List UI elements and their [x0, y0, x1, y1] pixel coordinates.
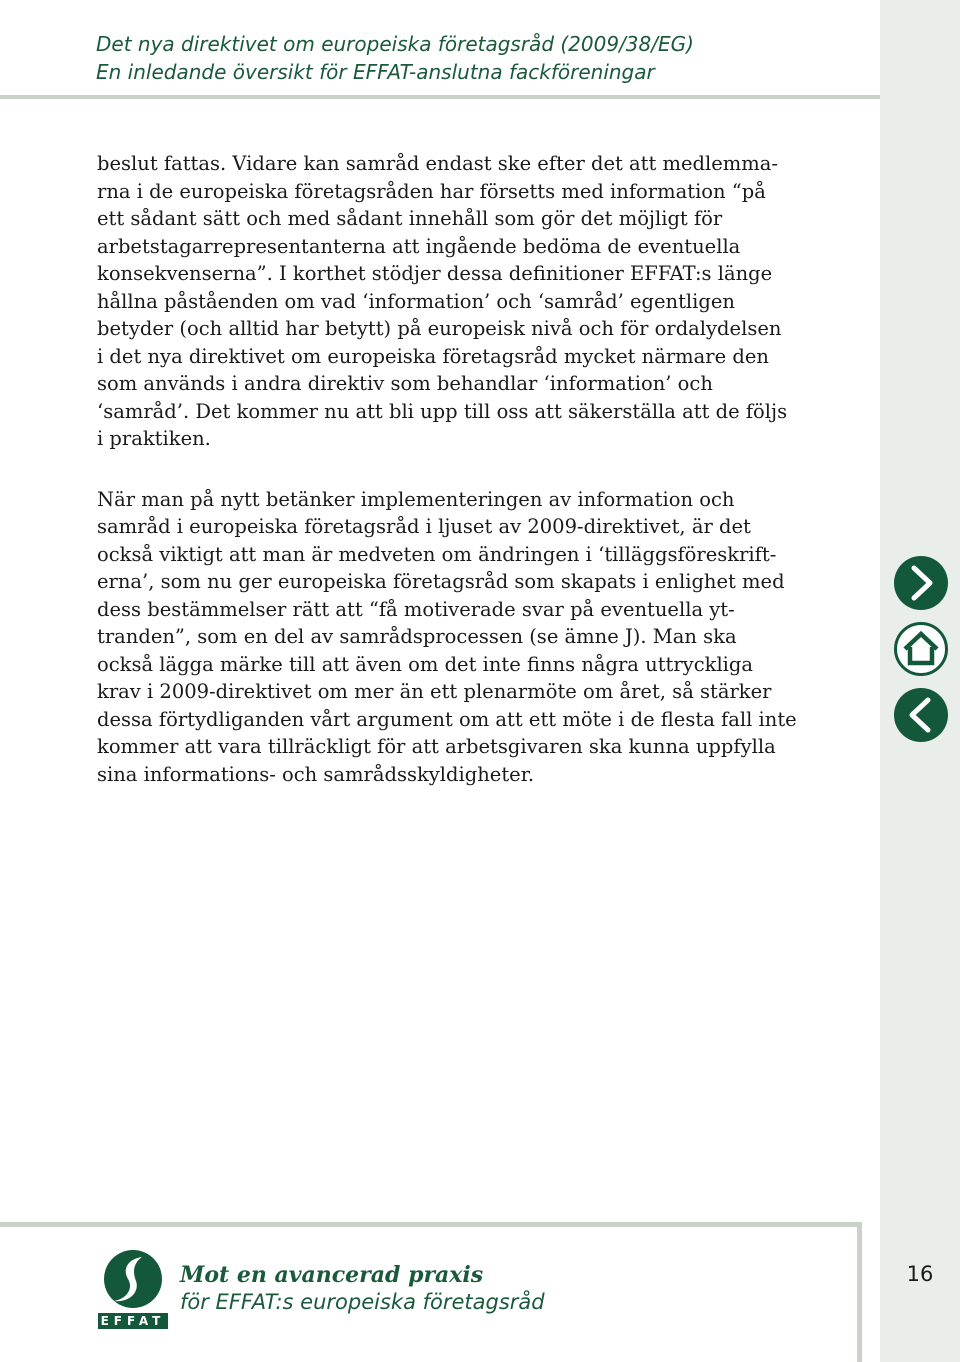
effat-logo	[98, 1247, 168, 1331]
header-divider	[0, 95, 880, 99]
header-title: Det nya direktivet om europeiska företagsråd (2009/38/EG)	[96, 32, 694, 56]
footer-divider	[0, 1222, 862, 1227]
header-subtitle: En inledande översikt för EFFAT-anslutna fackföreningar	[96, 60, 655, 84]
text-line: också lägga märke till att även om det inte finns några uttryckliga	[97, 652, 754, 676]
text-line: samråd i europeiska företagsråd i ljuset av 2009-direktivet, är det	[97, 515, 751, 538]
text-line: hållna påståenden om vad ‘information’ och ‘samråd’ egentligen	[97, 289, 735, 313]
text-line: krav i 2009-direktivet om mer än ett plenarmöte om året, så stärker	[97, 680, 772, 703]
text-line: rna i de europeiska företagsråden har försetts med information “på	[97, 179, 766, 203]
footer-title: Mot en avancerad praxis	[180, 1262, 484, 1288]
page-number: 16	[906, 1262, 934, 1286]
text-line: kommer att vara tillräckligt för att arbetsgivaren ska kunna uppfylla	[97, 735, 776, 758]
document-header	[96, 30, 856, 86]
side-strip	[880, 0, 960, 1362]
logo-wordmark: EFFAT	[98, 1313, 168, 1329]
text-line: arbetstagarrepresentanterna att ingående bedöma de eventuella	[97, 234, 741, 258]
chevron-right-icon	[894, 556, 948, 610]
text-line: också viktigt att man är medveten om ändringen i ‘tilläggsföreskrift-	[97, 542, 777, 566]
footer-divider-vertical	[857, 1222, 862, 1362]
effat-logo-mark-icon	[98, 1247, 168, 1311]
chevron-left-icon	[894, 688, 948, 742]
text-line: tranden”, som en del av samrådsprocessen (se ämne J). Man ska	[97, 625, 737, 648]
text-line: ‘samråd’. Det kommer nu att bli upp till oss att säkerställa att de följs	[97, 399, 788, 423]
paragraph-gap	[97, 453, 867, 486]
paragraph-2	[97, 486, 867, 789]
home-button[interactable]	[894, 622, 948, 676]
paragraph-1	[97, 150, 867, 453]
text-line: dessa förtydliganden vårt argument om att ett möte i de flesta fall inte	[97, 707, 797, 731]
text-line: När man på nytt betänker implementeringen av information och	[97, 487, 735, 511]
body-text	[97, 150, 867, 788]
home-icon	[897, 625, 945, 673]
text-line: konsekvenserna”. I korthet stödjer dessa definitioner EFFAT:s länge	[97, 262, 773, 285]
text-line: i det nya direktivet om europeiska företagsråd mycket närmare den	[97, 344, 769, 368]
text-line: betyder (och alltid har betytt) på europeisk nivå och för ordalydelsen	[97, 317, 782, 340]
text-line: sina informations- och samrådsskyldigheter.	[97, 762, 535, 786]
text-line: i praktiken.	[97, 427, 211, 450]
next-page-button[interactable]	[894, 556, 948, 610]
text-line: dess bestämmelser rätt att “få motiverade svar på eventuella yt-	[97, 597, 735, 621]
text-line: beslut fattas. Vidare kan samråd endast ske efter det att medlemma-	[97, 152, 779, 175]
footer-subtitle: för EFFAT:s europeiska företagsråd	[180, 1290, 545, 1314]
text-line: ett sådant sätt och med sådant innehåll som gör det möjligt för	[97, 207, 723, 230]
text-line: som används i andra direktiv som behandlar ‘information’ och	[97, 372, 713, 395]
text-line: erna’, som nu ger europeiska företagsråd som skapats i enlighet med	[97, 570, 785, 593]
previous-page-button[interactable]	[894, 688, 948, 742]
